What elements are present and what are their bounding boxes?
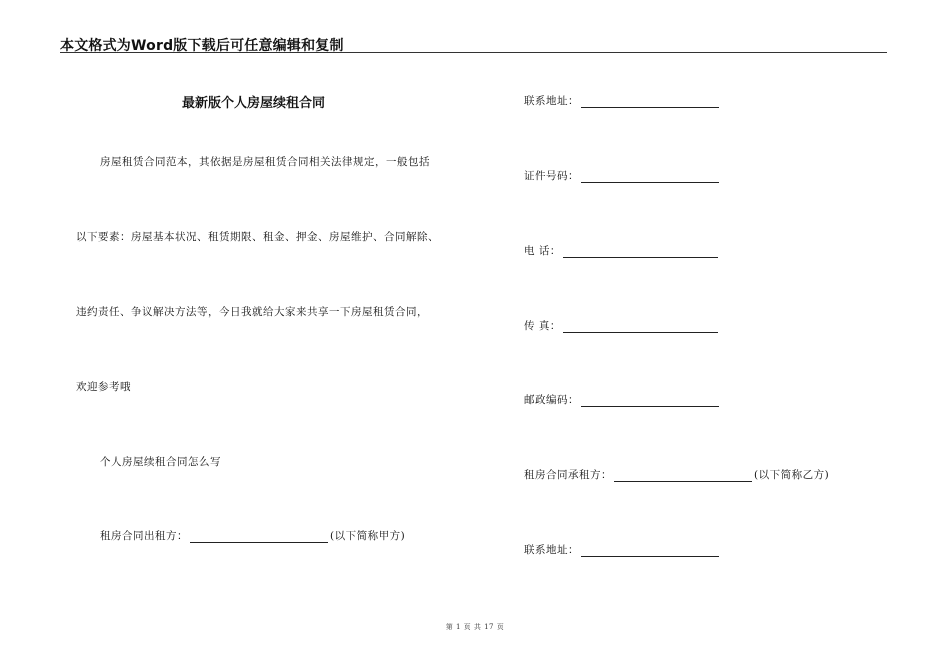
paragraph-line: 欢迎参考哦 (76, 381, 131, 393)
page-indicator: 第 1 页 共 17 页 (445, 623, 505, 631)
postal-code-field (524, 393, 719, 407)
field-blank-line[interactable] (563, 246, 718, 258)
field-blank-line[interactable] (581, 96, 719, 108)
field-label: 租房合同承租方： (524, 469, 612, 481)
field-blank-line[interactable] (563, 321, 718, 333)
fax-field (524, 319, 718, 333)
field-blank-line[interactable] (614, 470, 752, 482)
field-blank-line[interactable] (581, 395, 719, 407)
paragraph-line: 以下要素：房屋基本状况、租赁期限、租金、押金、房屋维护、合同解除、 (76, 231, 439, 243)
field-label: 联系地址： (524, 544, 579, 556)
field-blank-line[interactable] (581, 545, 719, 557)
contact-address-field (524, 543, 719, 557)
field-label: 邮政编码： (524, 394, 579, 406)
phone-field (524, 244, 718, 258)
lessee-suffix: (以下简称乙方) (754, 469, 830, 481)
lessor-label: 租房合同出租方： (100, 530, 188, 542)
lessor-blank-line[interactable] (190, 531, 328, 543)
field-label: 电 话： (524, 245, 561, 257)
field-blank-line[interactable] (581, 171, 719, 183)
field-label: 传 真： (524, 320, 561, 332)
paragraph-line: 房屋租赁合同范本，其依据是房屋租赁合同相关法律规定，一般包括 (100, 156, 430, 168)
id-number-field (524, 169, 719, 183)
paragraph-line: 违约责任、争议解决方法等，今日我就给大家来共享一下房屋租赁合同， (76, 306, 428, 318)
lessor-suffix: (以下简称甲方) (330, 530, 406, 542)
header-divider (60, 52, 887, 53)
field-label: 证件号码： (524, 170, 579, 182)
section-heading: 个人房屋续租合同怎么写 (100, 456, 221, 468)
lessee-field (524, 468, 829, 482)
field-label: 联系地址： (524, 95, 579, 107)
lessor-field (100, 529, 405, 543)
contact-address-field (524, 94, 719, 108)
document-title: 最新版个人房屋续租合同 (182, 96, 326, 111)
header-title: 本文格式为Word版下载后可任意编辑和复制 (60, 38, 344, 54)
